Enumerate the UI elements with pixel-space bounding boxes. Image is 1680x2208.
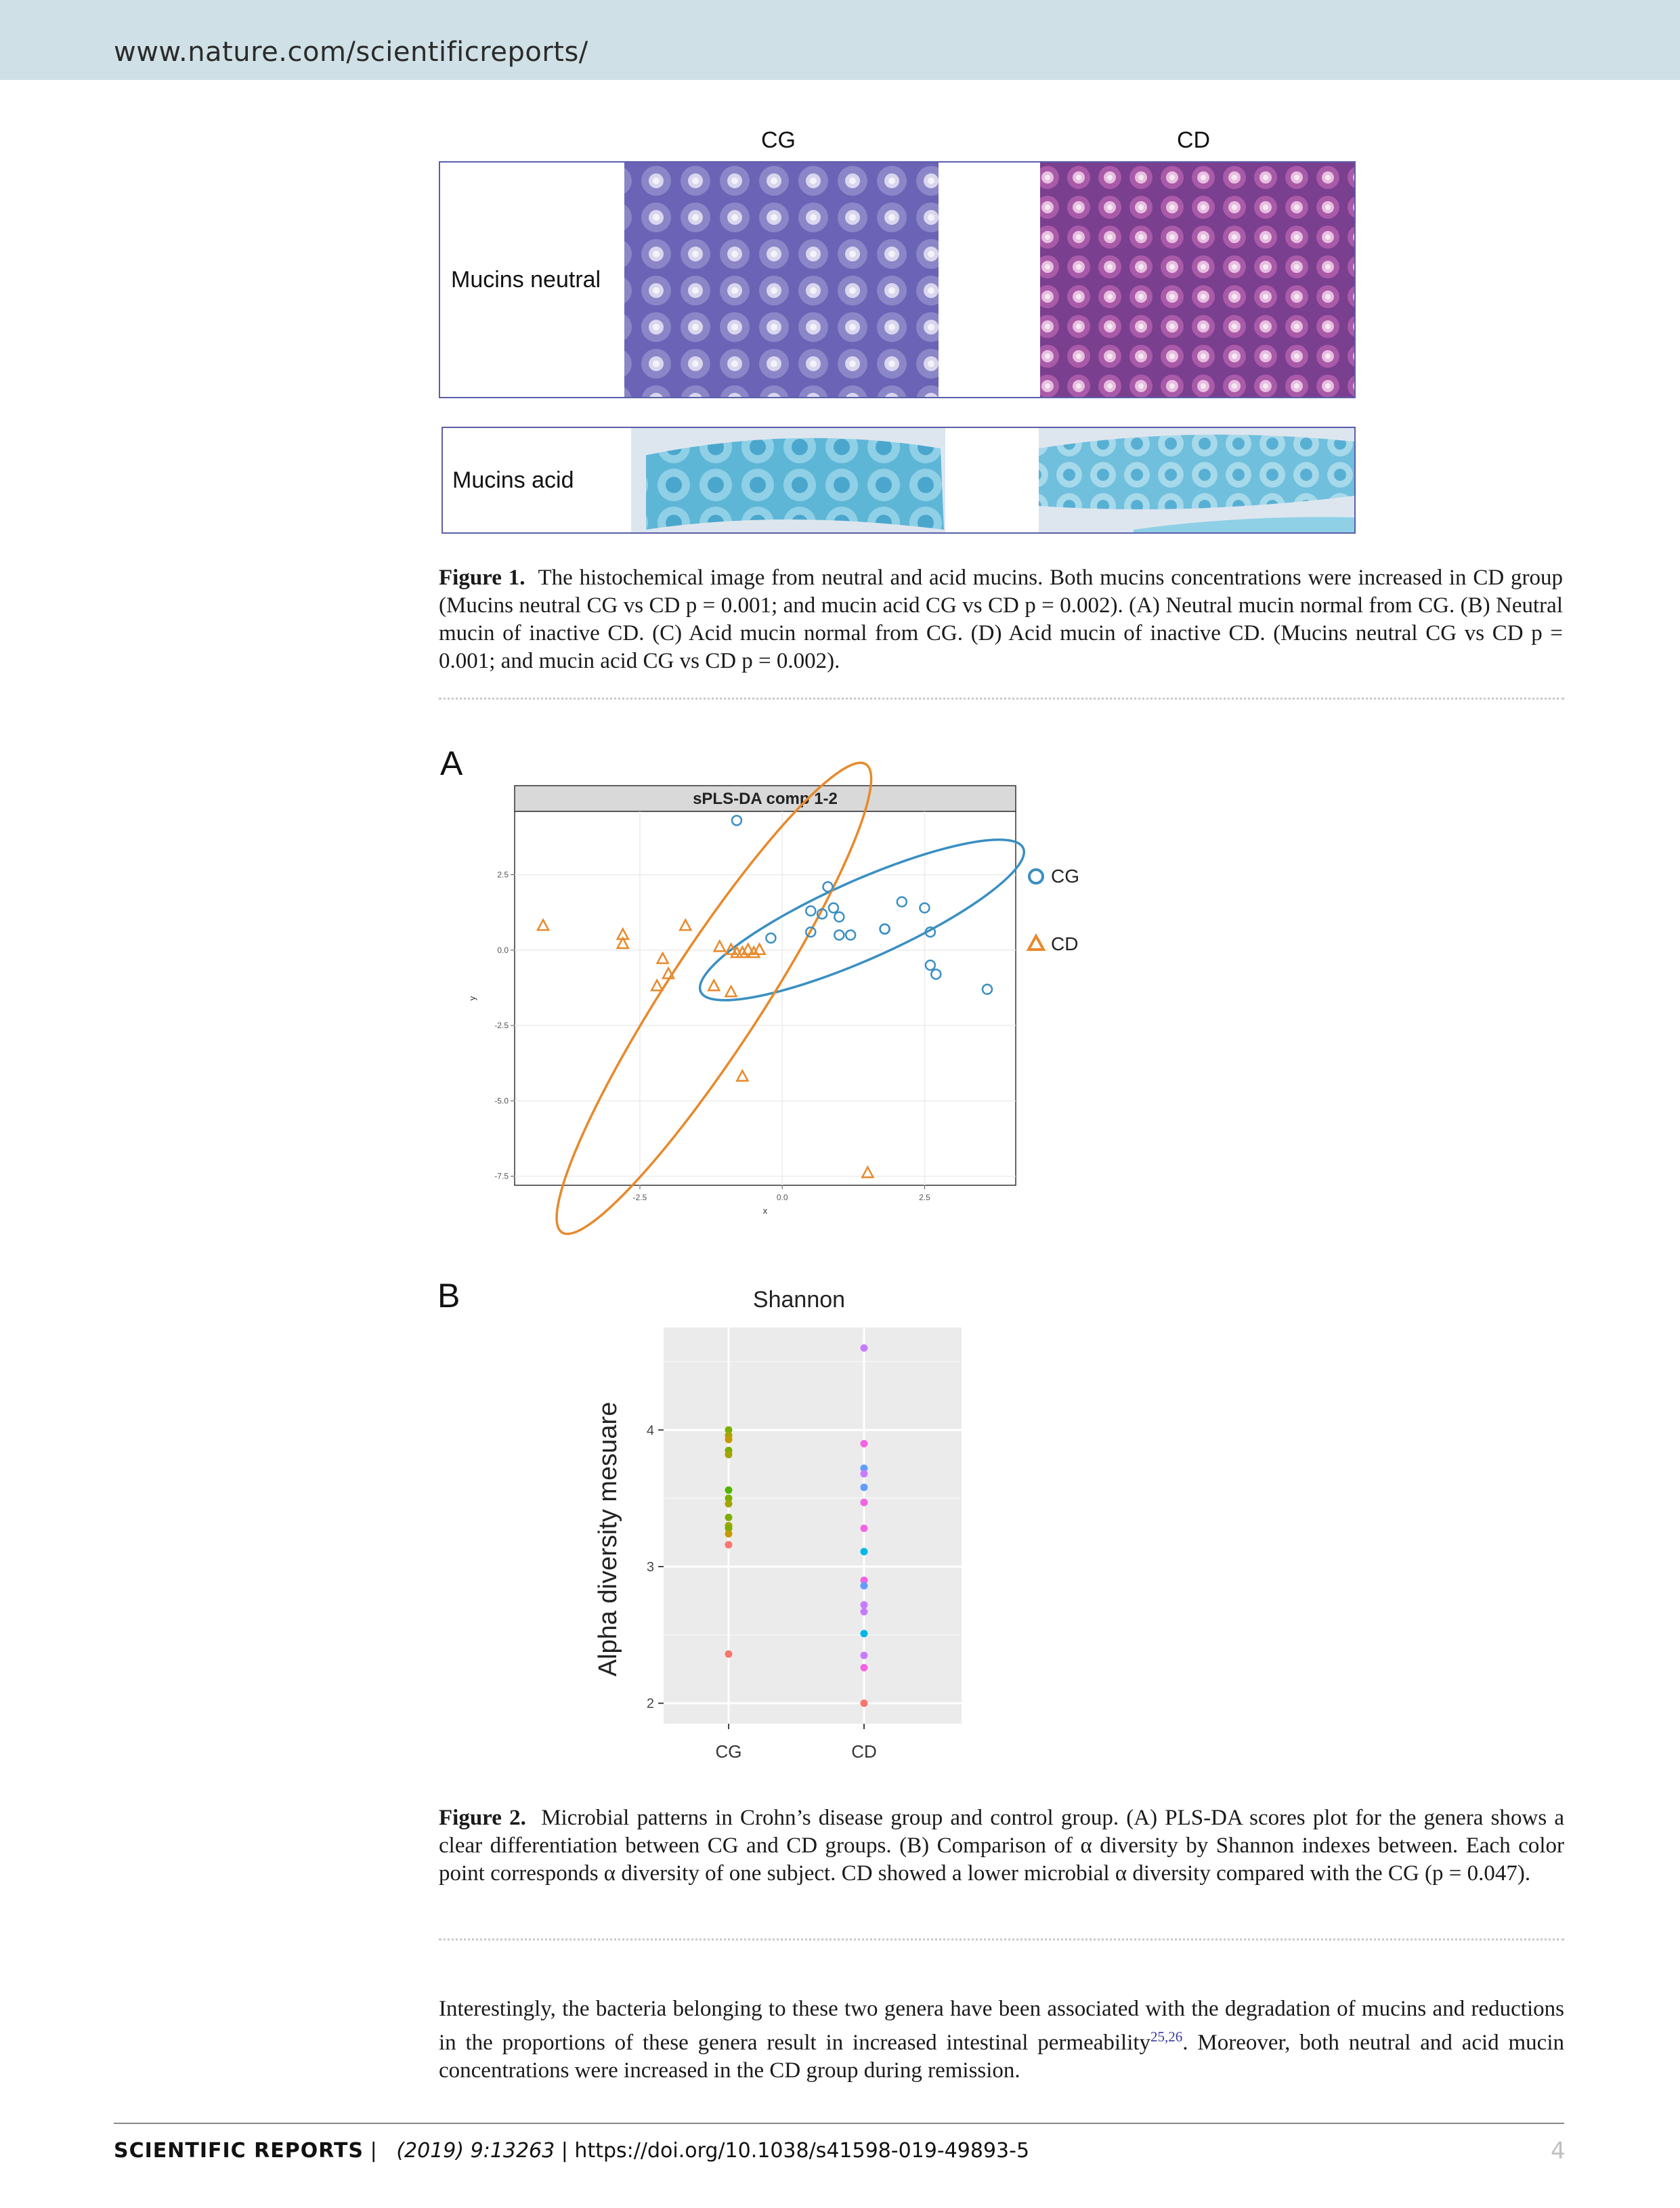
fig2-panel-b-letter: B xyxy=(437,1277,460,1315)
y-tick-label: -7.5 xyxy=(494,1171,509,1181)
body-paragraph-start: Interestingly, the bacteria belonging to these two genera have been associated with the degradation of mucins and reductions in the proportions of these genera result in increased intestinal permeability xyxy=(439,1997,1564,2055)
fig1-col-label-cg: CG xyxy=(761,127,796,153)
figure1-caption-text: The histochemical image from neutral and acid mucins. Both mucins concentrations were increased in CD group (Mucins neutral CG vs CD p = 0.001; and mucin acid CG vs CD p = 0.002). (A) Neutral mucin normal from CG. (B) Neutral mucin of inactive CD. (C) Acid mucin normal from CG. (D) Acid mucin of inactive CD. (Mucins neutral CG vs CD p = 0.001; and mucin acid CG vs CD p = 0.002). xyxy=(439,566,1564,673)
data-point-cg xyxy=(725,1530,733,1537)
footer-volume: (2019) 9:13263 xyxy=(396,2139,555,2163)
legend-label-cg: CG xyxy=(1051,866,1079,887)
data-point-cd xyxy=(861,1344,868,1352)
fig1-col-label-cd: CD xyxy=(1177,127,1211,153)
y-tick-label: 2.5 xyxy=(497,870,509,880)
data-point-cd xyxy=(861,1548,868,1555)
legend-marker-cd xyxy=(1029,936,1043,950)
micrograph-acid-cg xyxy=(646,438,944,530)
figure2-caption-label: Figure 2. xyxy=(439,1806,526,1830)
x-tick-label: -2.5 xyxy=(632,1193,647,1202)
footer-separator: | xyxy=(370,2139,377,2163)
fig1-acid-images xyxy=(443,428,1354,532)
data-point-cd xyxy=(861,1499,868,1506)
y-tick-label: 4 xyxy=(646,1423,654,1439)
micrograph-acid-cd xyxy=(1039,435,1354,509)
data-point-cd xyxy=(861,1608,868,1615)
data-point-cg xyxy=(725,1436,733,1443)
y-axis-label: y xyxy=(467,996,477,1001)
data-point-cd xyxy=(861,1470,868,1477)
micrograph-neutral-cg xyxy=(624,163,939,397)
y-tick-label: 0.0 xyxy=(497,945,509,955)
data-point-cd xyxy=(861,1652,868,1659)
figure2-caption xyxy=(439,1804,1564,1888)
legend-label-cd: CD xyxy=(1051,933,1079,954)
data-point-cd xyxy=(861,1484,868,1491)
fig1-acid-panel xyxy=(441,427,1356,534)
x-tick-label: 2.5 xyxy=(919,1193,930,1202)
data-point-cd xyxy=(861,1601,868,1609)
data-point-cd xyxy=(861,1664,868,1672)
data-point-cg xyxy=(725,1514,733,1521)
reference-link[interactable]: 25,26 xyxy=(1150,2029,1183,2045)
data-point-cg xyxy=(725,1487,733,1494)
data-point-cd xyxy=(861,1440,868,1447)
micrograph-neutral-cd xyxy=(1040,163,1354,397)
y-tick-label: -5.0 xyxy=(494,1096,509,1106)
figure1-caption-label: Figure 1. xyxy=(439,566,525,590)
fig1-row-label-neutral: Mucins neutral xyxy=(451,267,601,293)
body-paragraph-end: . Moreover, both neutral and acid mucin concentrations were increased in the CD group during remission. xyxy=(439,2031,1564,2083)
footer-journal-name: SCIENTIFIC REPORTS xyxy=(114,2139,364,2163)
plot-panel xyxy=(664,1328,962,1724)
figure1-caption xyxy=(439,564,1563,675)
caption-divider xyxy=(439,698,1564,700)
legend-marker-cg xyxy=(1029,870,1043,883)
footer-divider xyxy=(114,2123,1564,2124)
y-axis-label: Alpha diversity mesuare xyxy=(594,1401,622,1677)
fig1-row-label-acid: Mucins acid xyxy=(452,467,574,493)
page-number: 4 xyxy=(1551,2138,1566,2165)
chart-title: Shannon xyxy=(752,1287,846,1313)
fig2-panel-a-letter: A xyxy=(440,744,463,782)
x-tick-label: 0.0 xyxy=(776,1193,788,1202)
footer-citation xyxy=(114,2139,1029,2163)
y-tick-label: 3 xyxy=(646,1560,654,1575)
y-tick-label: 2 xyxy=(646,1696,654,1712)
data-point-cd xyxy=(861,1699,868,1707)
caption-divider-2 xyxy=(439,1938,1564,1940)
data-point-cg xyxy=(725,1541,733,1548)
site-url-link[interactable]: www.nature.com/scientificreports/ xyxy=(114,37,588,68)
plot-area xyxy=(515,811,1016,1185)
body-paragraph xyxy=(439,1995,1564,2085)
data-point-cd xyxy=(861,1630,868,1637)
x-tick-label-cd: CD xyxy=(851,1741,877,1762)
figure2-caption-text: Microbial patterns in Crohn’s disease group and control group. (A) PLS-DA scores plot for the genera shows a clear differentiation between CG and CD groups. (B) Comparison of α diversity by Shannon indexes between. Each color point corresponds α diversity of one subject. CD showed a lower microbial α diversity compared with the CG (p = 0.047). xyxy=(439,1806,1564,1886)
data-point-cd xyxy=(861,1525,868,1532)
data-point-cg xyxy=(725,1451,733,1458)
footer-doi-link[interactable]: | https://doi.org/10.1038/s41598-019-49893-5 xyxy=(561,2139,1030,2163)
data-point-cg xyxy=(725,1500,733,1508)
shannon-chart xyxy=(569,1273,1043,1775)
x-tick-label-cg: CG xyxy=(715,1741,742,1762)
pls-da-chart xyxy=(460,772,1079,1246)
chart-title: sPLS-DA comp 1-2 xyxy=(693,790,838,808)
y-tick-label: -2.5 xyxy=(494,1021,509,1031)
data-point-cd xyxy=(861,1582,868,1590)
x-axis-label: x xyxy=(762,1206,768,1216)
data-point-cg xyxy=(725,1651,733,1658)
